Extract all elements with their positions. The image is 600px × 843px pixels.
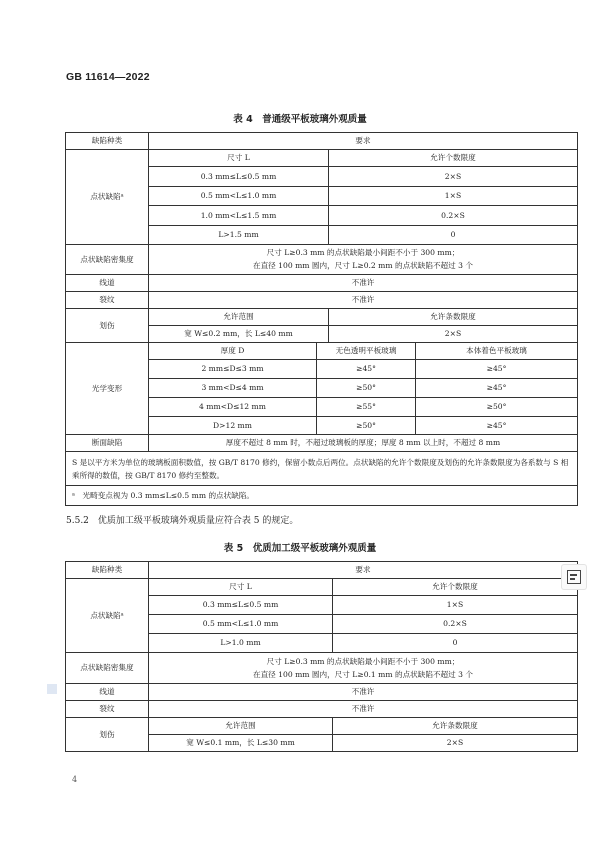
optical-thickness-cell: 4 mm<D≤12 mm — [149, 398, 317, 417]
spot-size-cell: 0.5 mm<L≤1.0 mm — [149, 615, 333, 634]
optical-clear-cell: ≥50° — [317, 379, 416, 398]
table-row — [66, 245, 578, 275]
spot-allow-header: 允许个数限度 — [333, 579, 578, 596]
table-row — [66, 343, 578, 360]
scratch-range-value: 宽 W≤0.1 mm，长 L≤30 mm — [149, 735, 333, 752]
table-5-title: 表 5 优质加工级平板玻璃外观质量 — [223, 543, 377, 554]
table-row — [66, 653, 578, 684]
clause-5-5-2: 5.5.2 优质加工级平板玻璃外观质量应符合表 5 的规定。 — [66, 516, 299, 526]
scratch-count-header: 允许条数限度 — [329, 309, 578, 326]
spot-allow-header: 允许个数限度 — [329, 150, 578, 167]
table-row — [66, 275, 578, 292]
spot-allow-cell: 0 — [329, 226, 578, 245]
density-label: 点状缺陷密集度 — [66, 653, 149, 684]
scratch-count-header: 允许条数限度 — [333, 718, 578, 735]
header-defect-type: 缺陷种类 — [66, 562, 149, 579]
spot-allow-cell: 0.2×S — [333, 615, 578, 634]
optical-clear-header: 无色透明平板玻璃 — [317, 343, 416, 360]
table-4-title: 表 4 普通级平板玻璃外观质量 — [233, 114, 367, 125]
density-line-2: 在直径 100 mm 圆内，尺寸 L≥0.2 mm 的点状缺陷不超过 3 个 — [252, 261, 473, 270]
spot-defect-label: 点状缺陷ᵃ — [66, 150, 149, 245]
density-label: 点状缺陷密集度 — [66, 245, 149, 275]
line-defect-label: 线道 — [66, 684, 149, 701]
optical-thickness-cell: 2 mm≤D≤3 mm — [149, 360, 317, 379]
optical-clear-cell: ≥45° — [317, 360, 416, 379]
scratch-count-value: 2×S — [329, 326, 578, 343]
table-row — [66, 579, 578, 596]
spot-size-cell: 0.3 mm≤L≤0.5 mm — [149, 596, 333, 615]
crack-value: 不准许 — [149, 292, 578, 309]
crack-value: 不准许 — [149, 701, 578, 718]
table-4-footnote: ᵃ 光畸变点视为 0.3 mm≤L≤0.5 mm 的点状缺陷。 — [66, 486, 578, 506]
optical-tinted-cell: ≥45° — [416, 379, 578, 398]
spot-allow-cell: 0.2×S — [329, 206, 578, 226]
edge-defect-value: 厚度不超过 8 mm 时，不超过玻璃板的厚度；厚度 8 mm 以上时，不超过 8 mm — [149, 435, 578, 452]
scratch-range-value: 宽 W≤0.2 mm，长 L≤40 mm — [149, 326, 329, 343]
optical-label: 光学变形 — [66, 343, 149, 435]
table-row — [66, 292, 578, 309]
note-panel-icon[interactable] — [561, 564, 587, 590]
density-requirement — [149, 245, 578, 275]
scratch-label: 划伤 — [66, 309, 149, 343]
table-row — [66, 150, 578, 167]
density-line-1: 尺寸 L≥0.3 mm 的点状缺陷最小间距不小于 300 mm； — [266, 248, 460, 257]
crack-label: 裂纹 — [66, 701, 149, 718]
spot-size-cell: 0.5 mm<L≤1.0 mm — [149, 187, 329, 206]
table-5 — [65, 561, 578, 752]
optical-tinted-cell: ≥45° — [416, 417, 578, 435]
scan-mark — [47, 684, 57, 694]
table-4-note: S 是以平方米为单位的玻璃板面积数值，按 GB/T 8170 修约，保留小数点后两位。点状缺陷的允许个数限度及划伤的允许条数限度为各系数与 S 相乘所得的数值，按 GB/T 8170 修约至整数。 — [66, 452, 578, 486]
scratch-count-value: 2×S — [333, 735, 578, 752]
table-row — [66, 718, 578, 735]
optical-thickness-cell: 3 mm<D≤4 mm — [149, 379, 317, 398]
table-row — [66, 701, 578, 718]
table-row — [66, 309, 578, 326]
scratch-label: 划伤 — [66, 718, 149, 752]
spot-defect-label: 点状缺陷ᵃ — [66, 579, 149, 653]
page-number: 4 — [72, 775, 78, 784]
spot-allow-cell: 2×S — [329, 167, 578, 187]
header-requirement: 要求 — [149, 133, 578, 150]
edge-defect-label: 断面缺陷 — [66, 435, 149, 452]
spot-allow-cell: 1×S — [333, 596, 578, 615]
line-defect-value: 不准许 — [149, 275, 578, 292]
spot-size-header: 尺寸 L — [149, 150, 329, 167]
optical-tinted-cell: ≥45° — [416, 360, 578, 379]
optical-thickness-header: 厚度 D — [149, 343, 317, 360]
line-defect-value: 不准许 — [149, 684, 578, 701]
spot-size-header: 尺寸 L — [149, 579, 333, 596]
table-row — [66, 562, 578, 579]
spot-size-cell: L>1.5 mm — [149, 226, 329, 245]
density-line-2: 在直径 100 mm 圆内，尺寸 L≥0.1 mm 的点状缺陷不超过 3 个 — [252, 669, 473, 679]
density-line-1: 尺寸 L≥0.3 mm 的点状缺陷最小间距不小于 300 mm； — [266, 656, 460, 666]
spot-allow-cell: 0 — [333, 634, 578, 653]
optical-tinted-cell: ≥50° — [416, 398, 578, 417]
scratch-range-header: 允许范围 — [149, 309, 329, 326]
table-row — [66, 133, 578, 150]
spot-size-cell: 1.0 mm<L≤1.5 mm — [149, 206, 329, 226]
crack-label: 裂纹 — [66, 292, 149, 309]
standard-code: GB 11614—2022 — [66, 71, 150, 83]
header-requirement: 要求 — [149, 562, 578, 579]
spot-size-cell: 0.3 mm≤L≤0.5 mm — [149, 167, 329, 187]
optical-thickness-cell: D>12 mm — [149, 417, 317, 435]
scratch-range-header: 允许范围 — [149, 718, 333, 735]
table-row — [66, 684, 578, 701]
table-row — [66, 486, 578, 506]
optical-clear-cell: ≥50° — [317, 417, 416, 435]
table-row — [66, 435, 578, 452]
optical-tinted-header: 本体着色平板玻璃 — [416, 343, 578, 360]
table-4 — [65, 132, 578, 506]
spot-size-cell: L>1.0 mm — [149, 634, 333, 653]
line-defect-label: 线道 — [66, 275, 149, 292]
header-defect-type: 缺陷种类 — [66, 133, 149, 150]
optical-clear-cell: ≥55° — [317, 398, 416, 417]
table-row — [66, 452, 578, 486]
spot-allow-cell: 1×S — [329, 187, 578, 206]
density-requirement — [149, 653, 578, 684]
